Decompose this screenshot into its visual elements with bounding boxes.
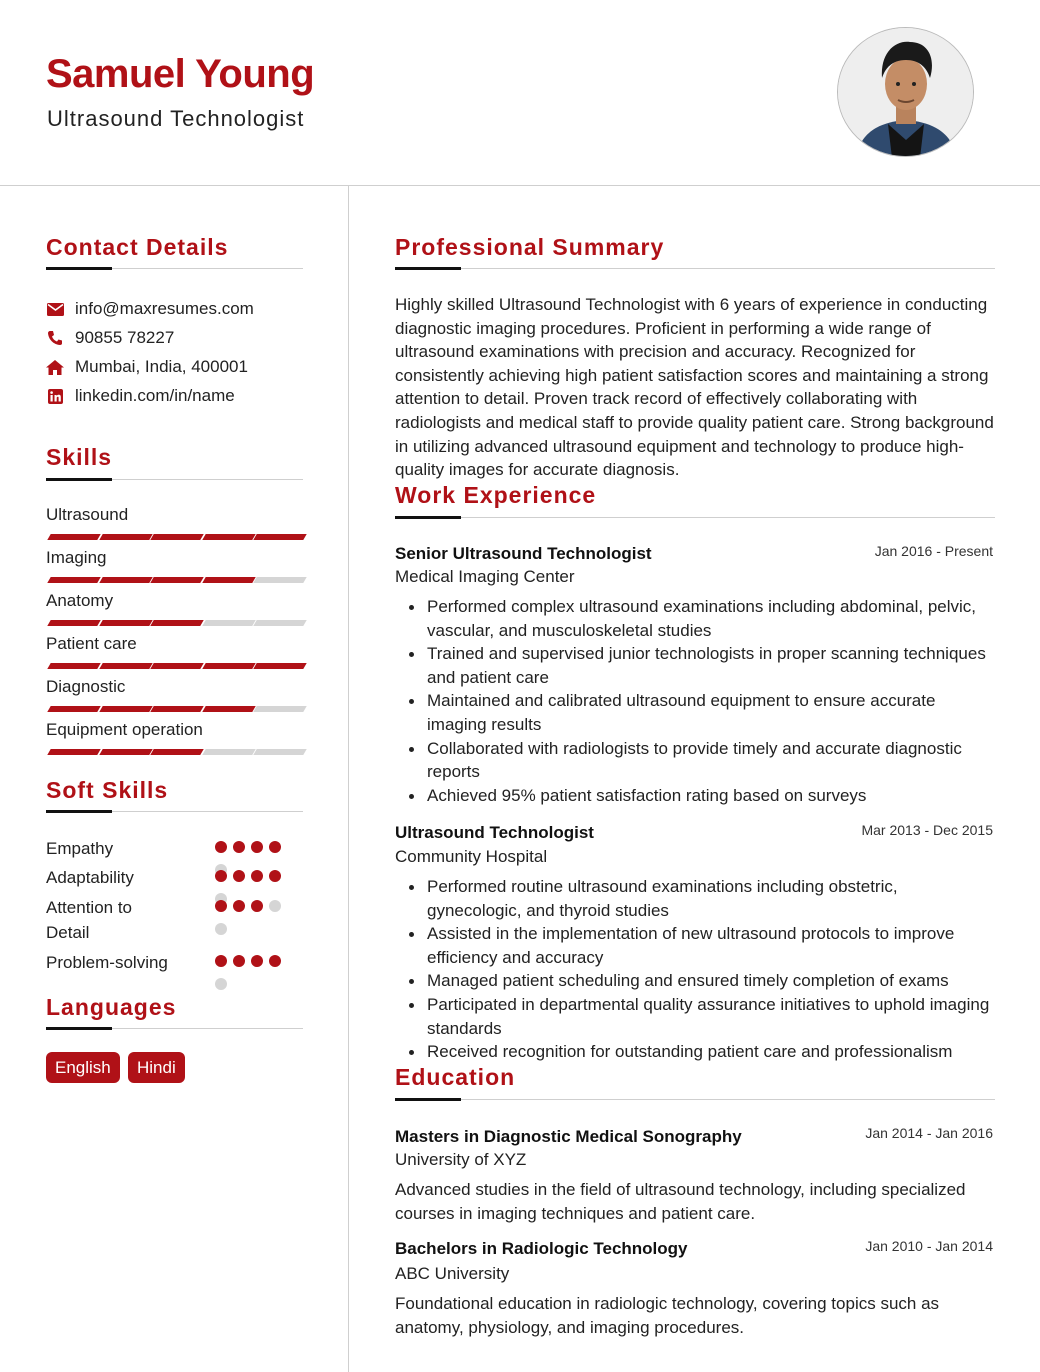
skill-level-bar xyxy=(46,706,302,712)
skill-level-segment xyxy=(202,534,255,540)
skill-level-segment xyxy=(47,706,100,712)
job-title: Ultrasound Technologist xyxy=(395,823,594,842)
section-rule xyxy=(395,517,995,518)
section-accent xyxy=(395,1098,461,1101)
contact-section-title: Contact Details xyxy=(46,234,229,260)
list-item: Maintained and calibrated ultrasound equipment to ensure accurate imaging results xyxy=(395,689,995,736)
soft-skill-dot xyxy=(251,955,263,967)
contact-phone[interactable] xyxy=(46,328,174,348)
contact-address-text: Mumbai, India, 400001 xyxy=(75,357,248,376)
soft-skill-name: Attention to Detail xyxy=(46,898,133,942)
soft-skill-dot xyxy=(269,900,281,912)
list-item: Managed patient scheduling and ensured timely completion of exams xyxy=(395,969,995,993)
candidate-title: Ultrasound Technologist xyxy=(47,106,305,131)
job-bullets xyxy=(395,875,995,1064)
person-portrait-icon xyxy=(838,28,974,157)
soft-skills-section-title: Soft Skills xyxy=(46,777,169,803)
skill-level-segment xyxy=(99,534,152,540)
candidate-name: Samuel Young xyxy=(46,52,315,96)
job-organization: Medical Imaging Center xyxy=(395,567,575,586)
section-accent xyxy=(46,478,112,481)
soft-skill-dot xyxy=(215,978,227,990)
envelope-icon xyxy=(46,300,64,318)
skill-level-segment xyxy=(202,706,255,712)
skill-level-bar xyxy=(46,577,302,583)
contact-email-text: info@maxresumes.com xyxy=(75,299,254,318)
skill-level-segment xyxy=(99,620,152,626)
soft-skill-dot xyxy=(233,900,245,912)
job-date: Jan 2016 - Present xyxy=(874,543,993,559)
soft-skill-dot xyxy=(233,955,245,967)
section-rule xyxy=(395,268,995,269)
skill-level-segment xyxy=(47,577,100,583)
soft-skill-dot xyxy=(269,955,281,967)
skill-name: Patient care xyxy=(46,634,137,653)
list-item: Performed complex ultrasound examinations including abdominal, pelvic, vascular, and musculoskeletal studies xyxy=(395,595,995,642)
phone-icon xyxy=(46,329,64,347)
education-section-title: Education xyxy=(395,1064,516,1090)
section-accent xyxy=(46,810,112,813)
soft-skill-dot xyxy=(215,841,227,853)
skill-level-segment xyxy=(99,577,152,583)
section-accent xyxy=(395,516,461,519)
soft-skill-dot xyxy=(251,841,263,853)
linkedin-icon xyxy=(46,387,64,405)
skill-level-segment xyxy=(99,706,152,712)
skill-level-segment xyxy=(253,577,306,583)
skill-name: Imaging xyxy=(46,548,107,567)
section-accent xyxy=(395,267,461,270)
list-item: Trained and supervised junior technologists in proper scanning techniques and patient care xyxy=(395,642,995,689)
skill-level-bar xyxy=(46,534,302,540)
soft-skill-dot xyxy=(233,841,245,853)
skill-level-segment xyxy=(150,663,203,669)
skill-name: Diagnostic xyxy=(46,677,126,696)
skill-level-segment xyxy=(99,749,152,755)
skill-level-segment xyxy=(150,534,203,540)
soft-skill-dot xyxy=(251,870,263,882)
summary-text: Highly skilled Ultrasound Technologist with 6 years of experience in conducting diagnostic imaging procedures. Proficient in performing a wide range of ultrasound examinations with precision and accuracy. Recognized for consistently achieving high patient satisfaction scores and maintaining a strong attention to detail. Proven track record of effectively collaborating with radiologists and medical staff to provide quality patient care. Strong background in utilizing advanced ultrasound equipment and technology to produce high-quality images for accurate diagnosis. xyxy=(395,295,994,480)
soft-skill-dot xyxy=(269,841,281,853)
soft-skill-dot xyxy=(269,870,281,882)
skill-level-segment xyxy=(150,749,203,755)
skill-level-segment xyxy=(99,663,152,669)
skill-level-bar xyxy=(46,663,302,669)
experience-section-title: Work Experience xyxy=(395,482,597,508)
soft-skill-name: Empathy xyxy=(46,839,114,858)
contact-linkedin-text: linkedin.com/in/name xyxy=(75,386,235,405)
skill-level-segment xyxy=(150,577,203,583)
job-organization: Community Hospital xyxy=(395,847,548,866)
list-item: Participated in departmental quality assurance initiatives to uphold imaging standards xyxy=(395,993,995,1040)
skill-level-segment xyxy=(202,749,255,755)
school-name: ABC University xyxy=(395,1264,510,1283)
degree-title: Bachelors in Radiologic Technology xyxy=(395,1239,688,1258)
skill-level-bar xyxy=(46,620,302,626)
section-accent xyxy=(46,1027,112,1030)
skill-level-segment xyxy=(202,577,255,583)
soft-skill-dot xyxy=(233,870,245,882)
skill-level-segment xyxy=(253,534,306,540)
summary-section-title: Professional Summary xyxy=(395,234,665,260)
soft-skill-dot xyxy=(251,900,263,912)
profile-photo xyxy=(837,27,974,157)
section-rule xyxy=(395,1099,995,1100)
list-item: Received recognition for outstanding patient care and professionalism xyxy=(395,1040,995,1064)
skill-level-segment xyxy=(47,749,100,755)
skill-level-segment xyxy=(47,534,100,540)
education-description: Foundational education in radiologic technology, covering topics such as anatomy, physiology, and imaging procedures. xyxy=(395,1294,940,1337)
education-date: Jan 2010 - Jan 2014 xyxy=(865,1238,993,1254)
list-item: Assisted in the implementation of new ultrasound protocols to improve efficiency and accuracy xyxy=(395,922,995,969)
skill-level-segment xyxy=(253,749,306,755)
list-item: Performed routine ultrasound examinations including obstetric, gynecologic, and thyroid studies xyxy=(395,875,995,922)
language-badge-hindi: Hindi xyxy=(128,1052,185,1083)
resume-header xyxy=(0,0,1040,186)
list-item: Achieved 95% patient satisfaction rating based on surveys xyxy=(395,784,995,808)
job-bullets xyxy=(395,595,995,807)
list-item: Collaborated with radiologists to provide timely and accurate diagnostic reports xyxy=(395,737,995,784)
section-accent xyxy=(46,267,112,270)
skill-level-segment xyxy=(150,620,203,626)
contact-address xyxy=(46,357,248,377)
degree-title: Masters in Diagnostic Medical Sonography xyxy=(395,1127,742,1146)
language-badge-english: English xyxy=(46,1052,120,1083)
contact-linkedin[interactable] xyxy=(46,386,235,406)
soft-skill-dot xyxy=(215,870,227,882)
contact-phone-text: 90855 78227 xyxy=(75,328,175,347)
skill-name: Ultrasound xyxy=(46,505,129,524)
skill-level-segment xyxy=(253,620,306,626)
soft-skill-name: Problem-solving xyxy=(46,953,168,972)
education-date: Jan 2014 - Jan 2016 xyxy=(865,1125,993,1141)
skill-name: Equipment operation xyxy=(46,720,203,739)
skill-level-segment xyxy=(253,706,306,712)
soft-skill-dot xyxy=(215,900,227,912)
skills-section-title: Skills xyxy=(46,444,113,470)
skill-level-segment xyxy=(150,706,203,712)
education-description: Advanced studies in the field of ultrasound technology, including specialized courses in imaging techniques and patient care. xyxy=(395,1180,966,1223)
skill-level-segment xyxy=(202,620,255,626)
home-icon xyxy=(46,358,64,376)
soft-skill-name: Adaptability xyxy=(46,868,134,887)
column-divider xyxy=(348,186,349,1372)
skill-level-segment xyxy=(47,663,100,669)
skill-level-segment xyxy=(253,663,306,669)
languages-section-title: Languages xyxy=(46,994,177,1020)
school-name: University of XYZ xyxy=(395,1150,527,1169)
skill-level-bar xyxy=(46,749,302,755)
soft-skill-dot xyxy=(215,923,227,935)
contact-email[interactable] xyxy=(46,299,254,319)
soft-skill-dot xyxy=(215,955,227,967)
skill-name: Anatomy xyxy=(46,591,114,610)
job-date: Mar 2013 - Dec 2015 xyxy=(861,822,993,838)
job-title: Senior Ultrasound Technologist xyxy=(395,544,652,563)
skill-level-segment xyxy=(47,620,100,626)
skill-level-segment xyxy=(202,663,255,669)
